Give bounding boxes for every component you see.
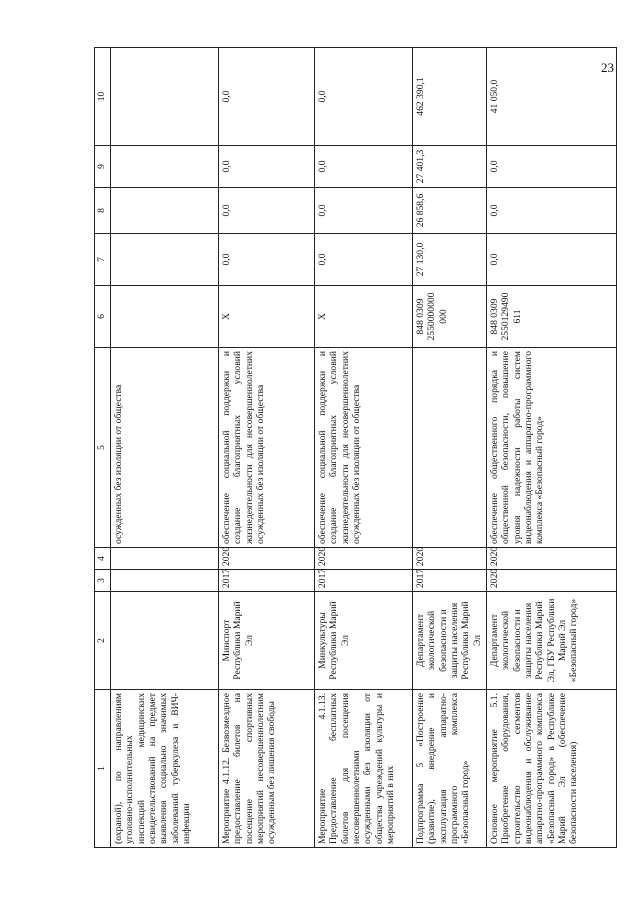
cell-year-start: 2017 [413, 570, 487, 592]
header-cell-3: 3 [95, 570, 111, 592]
cell-budget-code: Х [219, 286, 315, 348]
cell-year-end: 2020 [413, 548, 487, 570]
program-measures-table [94, 47, 617, 848]
cell-year-end: 2020 [487, 548, 617, 570]
cell-executor [111, 592, 219, 690]
table-row [219, 48, 315, 848]
cell-value-10: 0,0 [315, 48, 413, 146]
header-row [95, 48, 111, 848]
header-cell-9: 9 [95, 146, 111, 188]
cell-year-end [111, 548, 219, 570]
cell-value-9: 0,0 [315, 146, 413, 188]
cell-budget-code [111, 286, 219, 348]
header-cell-6: 6 [95, 286, 111, 348]
cell-year-end: 2020 [219, 548, 315, 570]
header-cell-4: 4 [95, 548, 111, 570]
cell-value-7: 0,0 [487, 234, 617, 286]
cell-budget-code: Х [315, 286, 413, 348]
cell-value-8 [111, 188, 219, 234]
cell-value-8: 26 858,6 [413, 188, 487, 234]
cell-value-8: 0,0 [487, 188, 617, 234]
cell-value-10 [111, 48, 219, 146]
cell-value-10: 0,0 [219, 48, 315, 146]
page-number: 23 [601, 60, 614, 75]
cell-value-9: 0,0 [487, 146, 617, 188]
cell-year-start: 2017 [219, 570, 315, 592]
cell-executor: Минспорт Республики Марий Эл [219, 592, 315, 690]
cell-value-10: 462 390,1 [413, 48, 487, 146]
cell-measure: (охраной), по направлениям уголовно-исполнительных инспекций медицинских освидетельствований на предмет выявления социально значимых заболеваний туберкулеза и ВИЧ-инфекции [111, 690, 219, 848]
header-cell-10: 10 [95, 48, 111, 146]
cell-value-7: 0,0 [315, 234, 413, 286]
cell-measure: Мероприятие 4.1.13. Предоставление бесплатных билетов для посещения несовершеннолетними осужденными без изоляции от общества учреждений культуры и мероприятий в них [315, 690, 413, 848]
cell-executor: Департамент экологической безопасности и защиты населения Республики Марий Эл [413, 592, 487, 690]
cell-measure: Мероприятие 4.1.12. Безвозмездное предоставление билетов на посещение спортивных мероприятий несовершеннолетним осужденным без лишения свободы [219, 690, 315, 848]
header-cell-5: 5 [95, 348, 111, 548]
cell-executor: Департамент экологической безопасности и защиты населения Республики Марий Эл, ГБУ Республики Марий Эл «Безопасный город» [487, 592, 617, 690]
cell-value-9 [111, 146, 219, 188]
table-row [111, 48, 219, 848]
header-cell-8: 8 [95, 188, 111, 234]
cell-measure: Основное мероприятие 5.1. Приобретение оборудования, строительство сегментов видеонаблюдения и обслуживание аппаратно-программного комплекса «Безопасный город» в Республике Марий Эл (обеспечение безопасности населения) [487, 690, 617, 848]
cell-result: обеспечение социальной поддержки и создание благоприятных условий жизнедеятельности для несовершеннолетних осужденных без изоляции от общества [315, 348, 413, 548]
cell-result: обеспечение общественного порядка и общественной безопасности, повышение уровня надежности работы систем видеонаблюдения и аппаратно-программного комплекса «Безопасный город» [487, 348, 617, 548]
cell-value-9: 27 401,3 [413, 146, 487, 188]
cell-year-start [111, 570, 219, 592]
cell-result: осужденных без изоляции от общества [111, 348, 219, 548]
cell-result: обеспечение социальной поддержки и создание благоприятных условий жизнедеятельности для несовершеннолетних осужденных без изоляции от общества [219, 348, 315, 548]
cell-value-7: 0,0 [219, 234, 315, 286]
table-row [413, 48, 487, 848]
cell-executor: Минкультуры Республики Марий Эл [315, 592, 413, 690]
cell-year-start: 2017 [315, 570, 413, 592]
rotated-table-wrapper [94, 48, 640, 848]
table-row [315, 48, 413, 848]
cell-value-8: 0,0 [219, 188, 315, 234]
cell-budget-code: 848 0309 2550000000 000 [413, 286, 487, 348]
header-cell-2: 2 [95, 592, 111, 690]
cell-year-end: 2020 [315, 548, 413, 570]
table-row [487, 48, 617, 848]
cell-measure: Подпрограмма 5 «Построение (развитие), внедрение и эксплуатация аппаратно-программного комплекса «Безопасный город» [413, 690, 487, 848]
header-cell-1: 1 [95, 690, 111, 848]
cell-result [413, 348, 487, 548]
cell-value-8: 0,0 [315, 188, 413, 234]
cell-year-start: 2020 [487, 570, 617, 592]
cell-value-7: 27 130,0 [413, 234, 487, 286]
cell-value-7 [111, 234, 219, 286]
cell-budget-code: 848 0309 2550129490 611 [487, 286, 617, 348]
cell-value-9: 0,0 [219, 146, 315, 188]
cell-value-10: 41 050,0 [487, 48, 617, 146]
header-cell-7: 7 [95, 234, 111, 286]
